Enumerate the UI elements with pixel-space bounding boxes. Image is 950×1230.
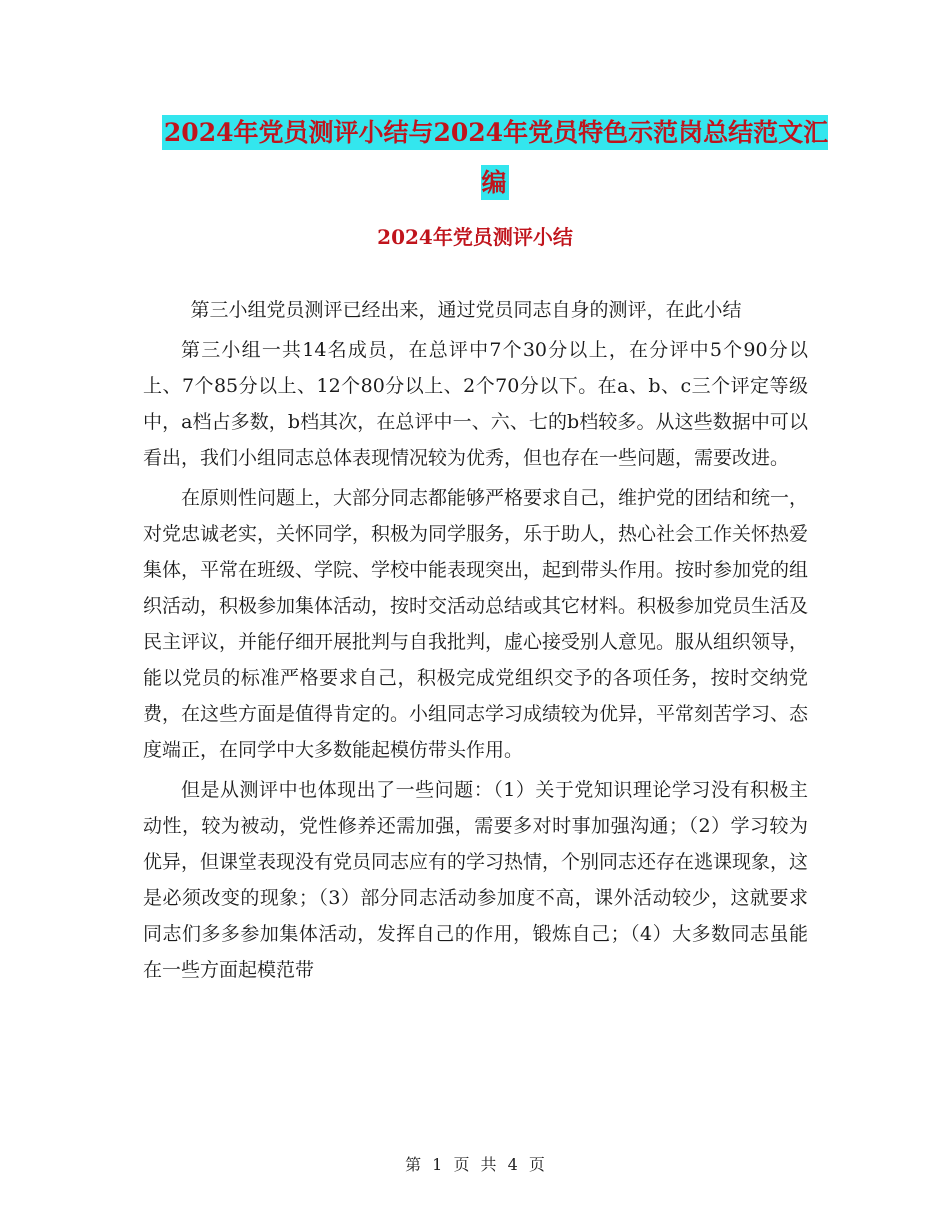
document-title <box>150 108 840 208</box>
paragraph-problems: 但是从测评中也体现出了一些问题：（1）关于党知识理论学习没有积极主动性，较为被动，党性修养还需加强，需要多对时事加强沟通；（2）学习较为优异，但课堂表现没有党员同志应有的学习热情，个别同志还存在逃课现象，这是必须改变的现象；（3）部分同志活动参加度不高，课外活动较少，这就要求同志们多多参加集体活动，发挥自己的作用，锻炼自己；（4）大多数同志虽能在一些方面起模范带 <box>143 779 809 981</box>
paragraph-statistics: 第三小组一共14名成员，在总评中7个30分以上，在分评中5个90分以上、7个85分以上、12个80分以上、2个70分以下。在a、b、c三个评定等级中，a档占多数，b档其次，在总评中一、六、七的b档较多。从这些数据中可以看出，我们小组同志总体表现情况较为优秀，但也存在一些问题，需要改进。 <box>143 339 808 469</box>
document-body <box>143 292 808 992</box>
document-title-text: 2024年党员测评小结与2024年党员特色示范岗总结范文汇编 <box>162 115 828 200</box>
section-title: 2024年党员测评小结 <box>377 225 573 249</box>
paragraph-principles: 在原则性问题上，大部分同志都能够严格要求自己，维护党的团结和统一，对党忠诚老实，关怀同学，积极为同学服务，乐于助人，热心社会工作关怀热爱集体，平常在班级、学院、学校中能表现突出，起到带头作用。按时参加党的组织活动，积极参加集体活动，按时交活动总结或其它材料。积极参加党员生活及民主评议，并能仔细开展批判与自我批判，虚心接受别人意见。服从组织领导，能以党员的标准严格要求自己，积极完成党组织交予的各项任务，按时交纳党费，在这些方面是值得肯定的。小组同志学习成绩较为优异，平常刻苦学习、态度端正，在同学中大多数能起模仿带头作用。 <box>143 487 809 761</box>
paragraph-intro: 第三小组党员测评已经出来，通过党员同志自身的测评，在此小结 <box>190 299 742 321</box>
page-footer: 第 1 页 共 4 页 <box>405 1155 545 1174</box>
